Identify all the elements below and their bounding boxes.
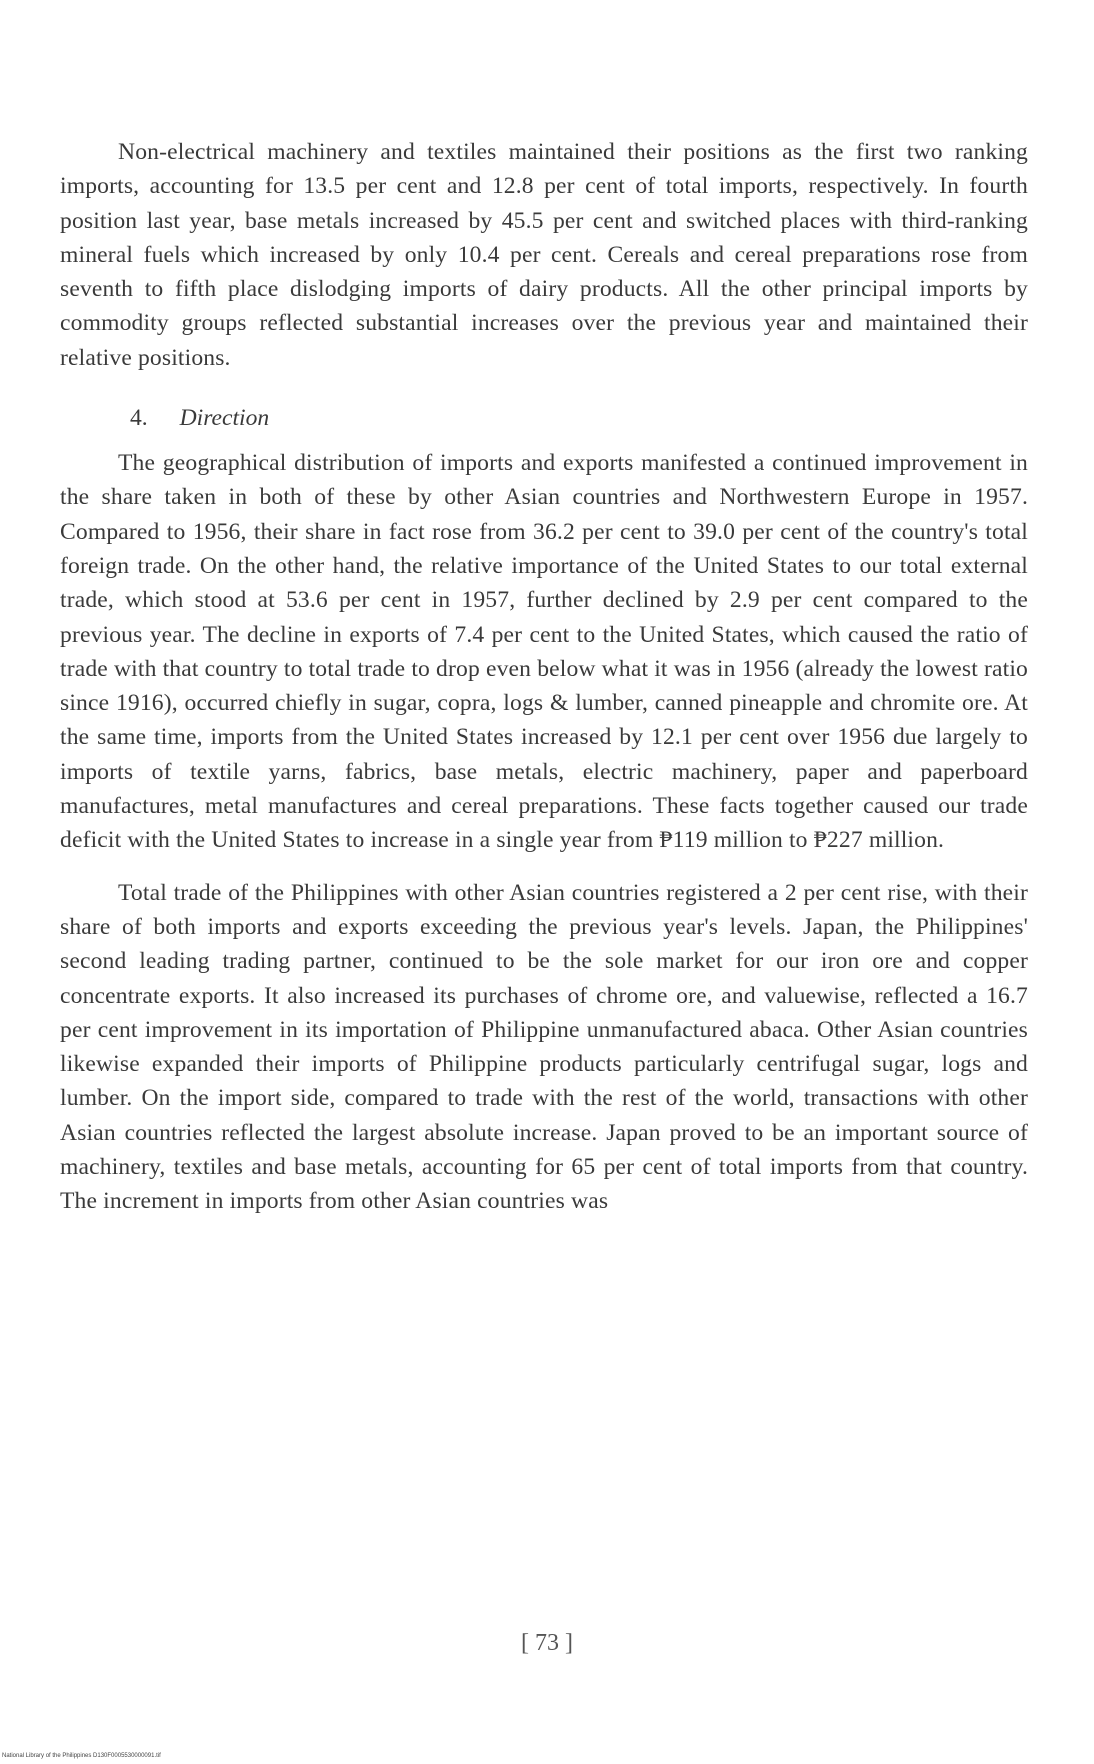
section-title: Direction (179, 405, 270, 432)
paragraph-geographical-distribution: The geographical distribution of imports and exports manifested a continued improvement in the share taken in both of these by other Asian countries and Northwestern Europe in 1957. Compared to 1956, their share in fact rose from 36.2 per cent to 39.0 per cent of the country's total foreign trade. On the other hand, the relative importance of the United States to our total external trade, which stood at 53.6 per cent in 1957, further declined by 2.9 per cent compared to the previous year. The decline in exports of 7.4 per cent to the United States, which caused the ratio of trade with that country to total trade to drop even below what it was in 1956 (already the lowest ratio since 1916), occurred chiefly in sugar, copra, logs & lumber, canned pineapple and chromite ore. At the same time, imports from the United States increased by 12.1 per cent over 1956 due largely to imports of textile yarns, fabrics, base metals, electric machinery, paper and paperboard manufactures, metal manufactures and cereal preparations. These facts together caused our trade deficit with the United States to increase in a single year from ₱119 million to ₱227 million. (60, 450, 1028, 854)
section-heading (130, 405, 1028, 432)
scan-footer: National Library of the Philippines D130F0005530000091.tif (2, 1753, 161, 1759)
paragraph-imports-ranking: Non-electrical machinery and textiles maintained their positions as the first two ranking imports, accounting for 13.5 per cent and 12.8 per cent of total imports, respectively. In fourth position last year, base metals increased by 45.5 per cent and switched places with third-ranking mineral fuels which increased by only 10.4 per cent. Cereals and cereal preparations rose from seventh to fifth place dislodging imports of dairy products. All the other principal imports by commodity groups reflected substantial increases over the previous year and maintained their relative positions. (60, 139, 1028, 371)
section-number: 4. (130, 405, 148, 432)
page-body (60, 135, 1028, 1219)
paragraph-asian-trade: Total trade of the Philippines with other Asian countries registered a 2 per cent rise, with their share of both imports and exports exceeding the previous year's levels. Japan, the Philippines' second leading trading partner, continued to be the sole market for our iron ore and copper concentrate exports. It also increased its purchases of chrome ore, and valuewise, reflected a 16.7 per cent improvement in its importation of Philippine unmanufactured abaca. Other Asian countries likewise expanded their imports of Philippine products particularly centrifugal sugar, logs and lumber. On the import side, compared to trade with the rest of the world, transactions with other Asian countries reflected the largest absolute increase. Japan proved to be an important source of machinery, textiles and base metals, accounting for 65 per cent of total imports from that country. The increment in imports from other Asian countries was (60, 879, 1028, 1215)
paragraph-gap (60, 858, 1028, 876)
page-number: [ 73 ] (521, 1630, 573, 1656)
